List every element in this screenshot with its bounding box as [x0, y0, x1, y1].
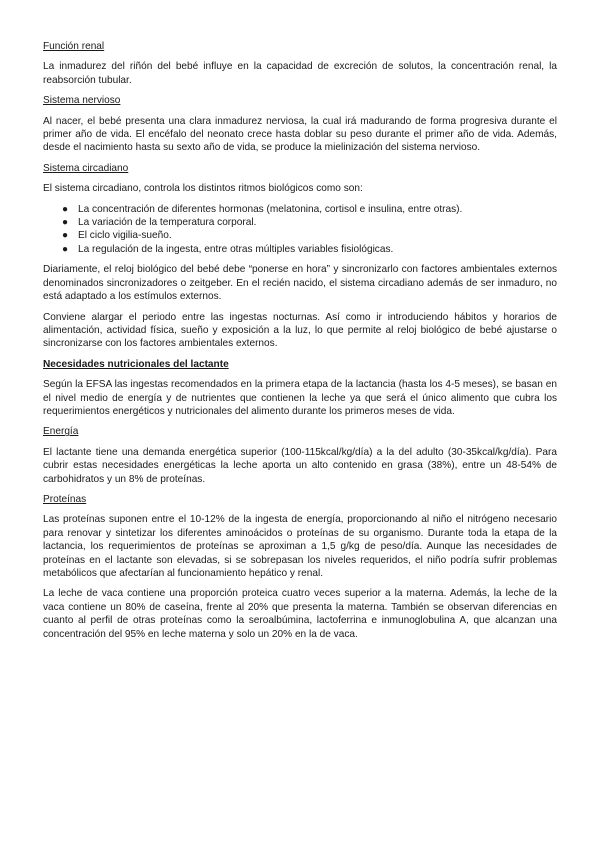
heading-energia: Energía — [43, 426, 79, 438]
paragraph-sistema-nervioso: Al nacer, el bebé presenta una clara inmadurez nerviosa, la cual irá madurando de forma progresiva durante el primer año de vida. El encéfalo del neonato crece hasta doblar su peso durante el primer año de vida. Además, desde el nacimiento hasta su sexto año de vida, se produce la mielinización del sistema nervioso. — [43, 115, 557, 154]
bullet-icon: ● — [62, 243, 69, 255]
list-item — [62, 229, 557, 242]
paragraph-circadiano-ingestas: Conviene alargar el periodo entre las ingestas nocturnas. Así como ir introduciendo hábitos y horarios de alimentación, actividad física, sueño y exposición a la luz, lo que permite al reloj biológico de bebé ajustarse o sincronizarse con los factores ambientales externos. — [43, 311, 557, 350]
list-item-text: La concentración de diferentes hormonas (melatonina, cortisol e insulina, entre otras). — [78, 203, 463, 215]
bullet-icon: ● — [62, 217, 69, 229]
list-item — [62, 203, 557, 216]
list-item-text: El ciclo vigilia-sueño. — [78, 230, 172, 242]
paragraph-funcion-renal: La inmadurez del riñón del bebé influye en la capacidad de excreción de solutos, la concentración renal, la reabsorción tubular. — [43, 61, 557, 86]
paragraph-necesidades: Según la EFSA las ingestas recomendados en la primera etapa de la lactancia (hasta los 4-5 meses), se basan en el nivel medio de energía y de nutrientes que contienen la leche ya que será el único alimento que cubra los requerimientos energéticos y nutricionales del alimento durante los primeros meses de vida. — [43, 379, 557, 417]
heading-necesidades-nutricionales: Necesidades nutricionales del lactante — [43, 358, 229, 370]
paragraph-energia: El lactante tiene una demanda energética superior (100-115kcal/kg/día) a la del adulto (30-35kcal/kg/día). Para cubrir estas necesidades energéticas la leche aporta un alto contenido en grasa (38%), entre un 48-54% de carbohidratos y un 8% de proteínas. — [43, 446, 557, 485]
list-item — [62, 216, 557, 229]
heading-sistema-nervioso: Sistema nervioso — [43, 95, 121, 107]
paragraph-proteinas-2: La leche de vaca contiene una proporción proteica cuatro veces superior a la materna. Además, la leche de la vaca contiene un 80% de caseína, frente al 20% que presenta la materna. También se observan diferencias en cuanto al perfil de otras proteínas como la seroalbúmina, lactoferrina e inmunoglobulina A, que alcanzan una concentración del 95% en leche materna y solo un 20% en la de vaca. — [43, 588, 557, 640]
paragraph-circadiano-reloj: Diariamente, el reloj biológico del bebé debe “ponerse en hora” y sincronizarlo con factores ambientales externos denominados sincronizadores o zeitgeber. En el recién nacido, el sistema circadiano además de ser inmaduro, no está adaptado a los estímulos externos. — [43, 264, 557, 303]
circadiano-list — [43, 203, 557, 257]
heading-proteinas: Proteínas — [43, 493, 87, 505]
list-item-text: La regulación de la ingesta, entre otras múltiples variables fisiológicas. — [78, 243, 394, 255]
heading-sistema-circadiano: Sistema circadiano — [43, 162, 129, 174]
bullet-icon: ● — [62, 230, 69, 242]
list-item — [62, 243, 557, 256]
bullet-icon: ● — [62, 203, 69, 215]
heading-funcion-renal: Función renal — [43, 41, 105, 52]
paragraph-proteinas-1: Las proteínas suponen entre el 10-12% de la ingesta de energía, proporcionando al niño el nitrógeno necesario para renovar y sintetizar los diferentes aminoácidos o proteínas de su organismo. Durante toda la etapa de la lactancia, los requerimientos de proteínas se aproximan a 1,5 g/kg de peso/día. Aunque las necesidades de proteínas en el lactante son elevadas, si se sobrepasan los niveles requeridos, el niño podría sufrir problemas metabólicos que afectarían al funcionamiento hepático y renal. — [43, 514, 557, 579]
list-item-text: La variación de la temperatura corporal. — [78, 217, 257, 229]
paragraph-circadiano-intro: El sistema circadiano, controla los distintos ritmos biológicos como son: — [43, 183, 363, 195]
